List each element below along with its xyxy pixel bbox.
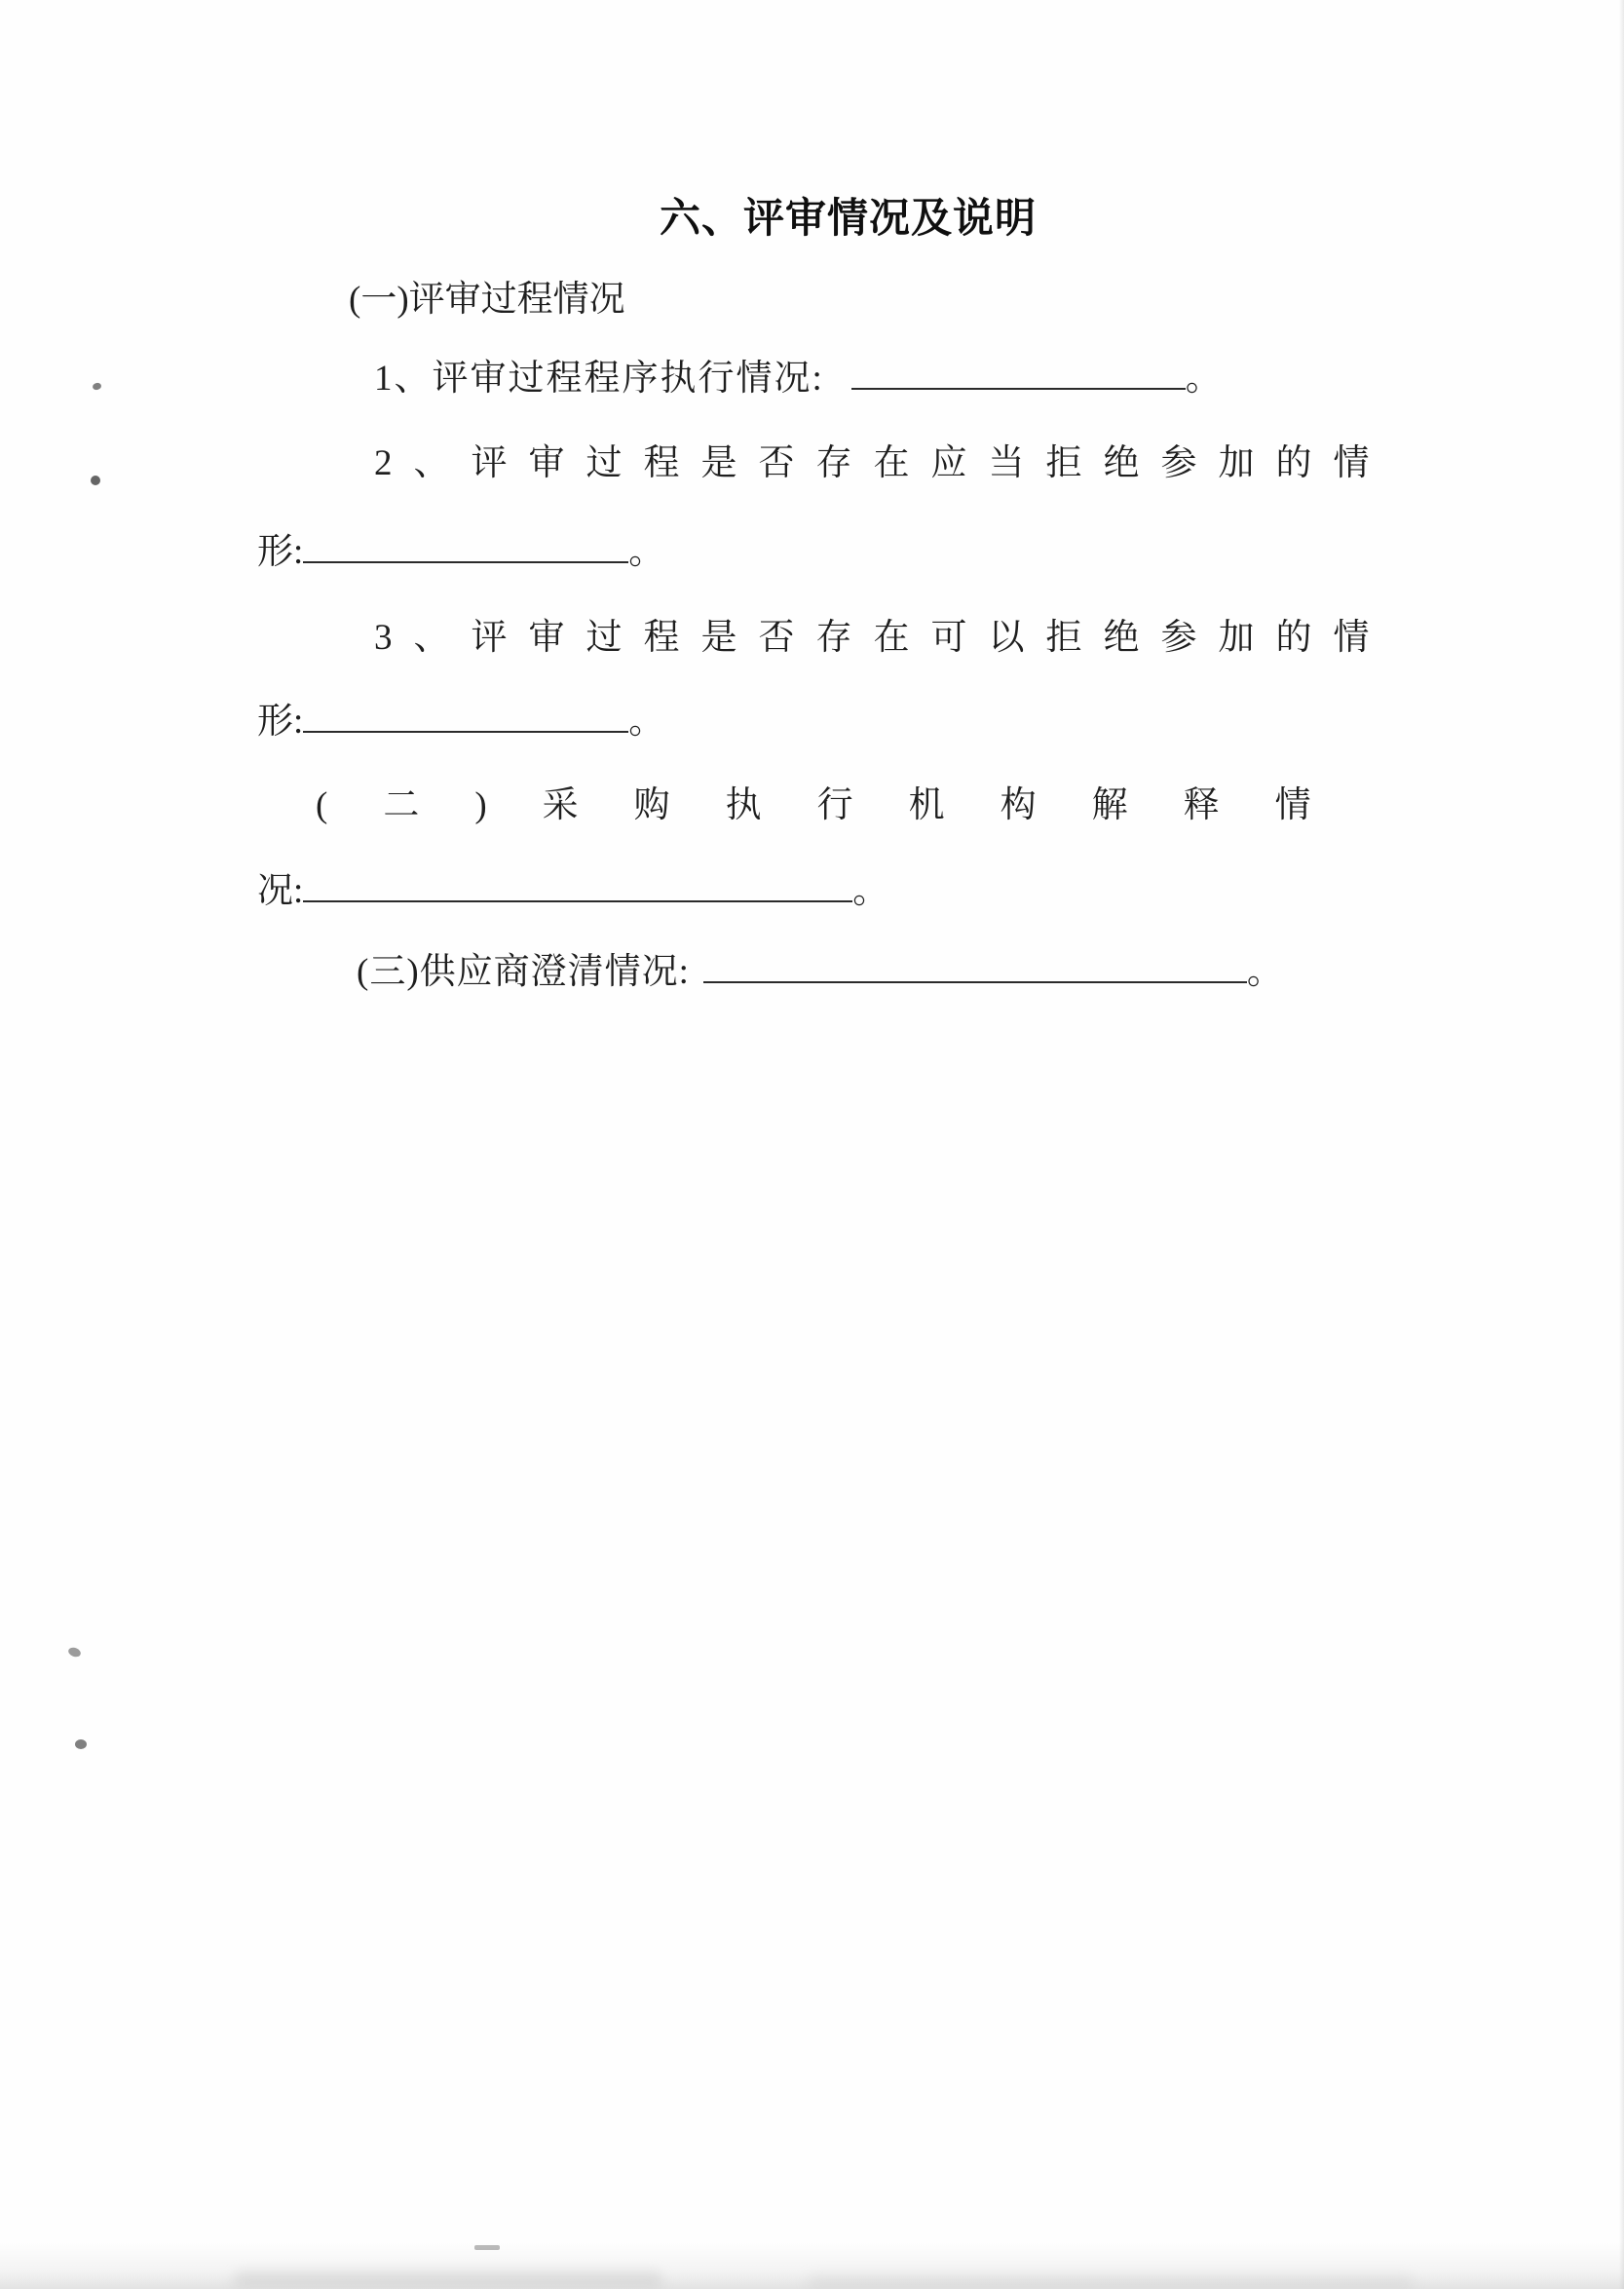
item3-blank-underline — [303, 726, 628, 733]
item1-blank-underline — [851, 383, 1186, 390]
item2-wrap-prefix: 形: — [257, 532, 304, 572]
section3-label: (三)供应商澄清情况: — [357, 952, 690, 992]
section2-blank-underline — [303, 896, 852, 902]
scan-dash-mark — [474, 2245, 500, 2250]
section1-item1-line — [374, 356, 1222, 402]
scan-right-edge-shadow — [1619, 0, 1624, 2289]
item2-blank-underline — [303, 556, 628, 563]
scan-speck — [75, 1739, 87, 1749]
item1-label: 1、评审过程程序执行情况: — [374, 359, 824, 399]
section1-item3-line2 — [257, 699, 664, 745]
section2-wrap-prefix: 况: — [257, 871, 304, 911]
item3-terminator: 。 — [628, 702, 665, 742]
section3-terminator: 。 — [1246, 952, 1283, 992]
scan-speck — [67, 1646, 82, 1659]
item3-wrap-prefix: 形: — [257, 702, 304, 742]
section3-blank-underline — [703, 976, 1247, 983]
section2-line2 — [257, 868, 888, 915]
scan-speck — [92, 382, 102, 391]
scan-smudge — [809, 2275, 1413, 2289]
section1-heading: (一)评审过程情况 — [349, 280, 625, 320]
scan-speck — [91, 476, 100, 485]
document-title: 六、评审情况及说明 — [660, 197, 1038, 242]
section2-terminator: 。 — [852, 871, 889, 911]
section3-line — [357, 949, 1283, 996]
item2-terminator: 。 — [628, 532, 665, 572]
section2-line1: (二)采购执行机构解释情 — [316, 785, 1367, 825]
item1-terminator: 。 — [1185, 359, 1222, 399]
section1-item2-line2 — [257, 529, 664, 576]
scan-smudge — [234, 2271, 662, 2287]
section1-item3-line1: 3、评审过程是否存在可以拒绝参加的情 — [374, 618, 1391, 658]
section1-item2-line1: 2、评审过程是否存在应当拒绝参加的情 — [374, 443, 1391, 483]
